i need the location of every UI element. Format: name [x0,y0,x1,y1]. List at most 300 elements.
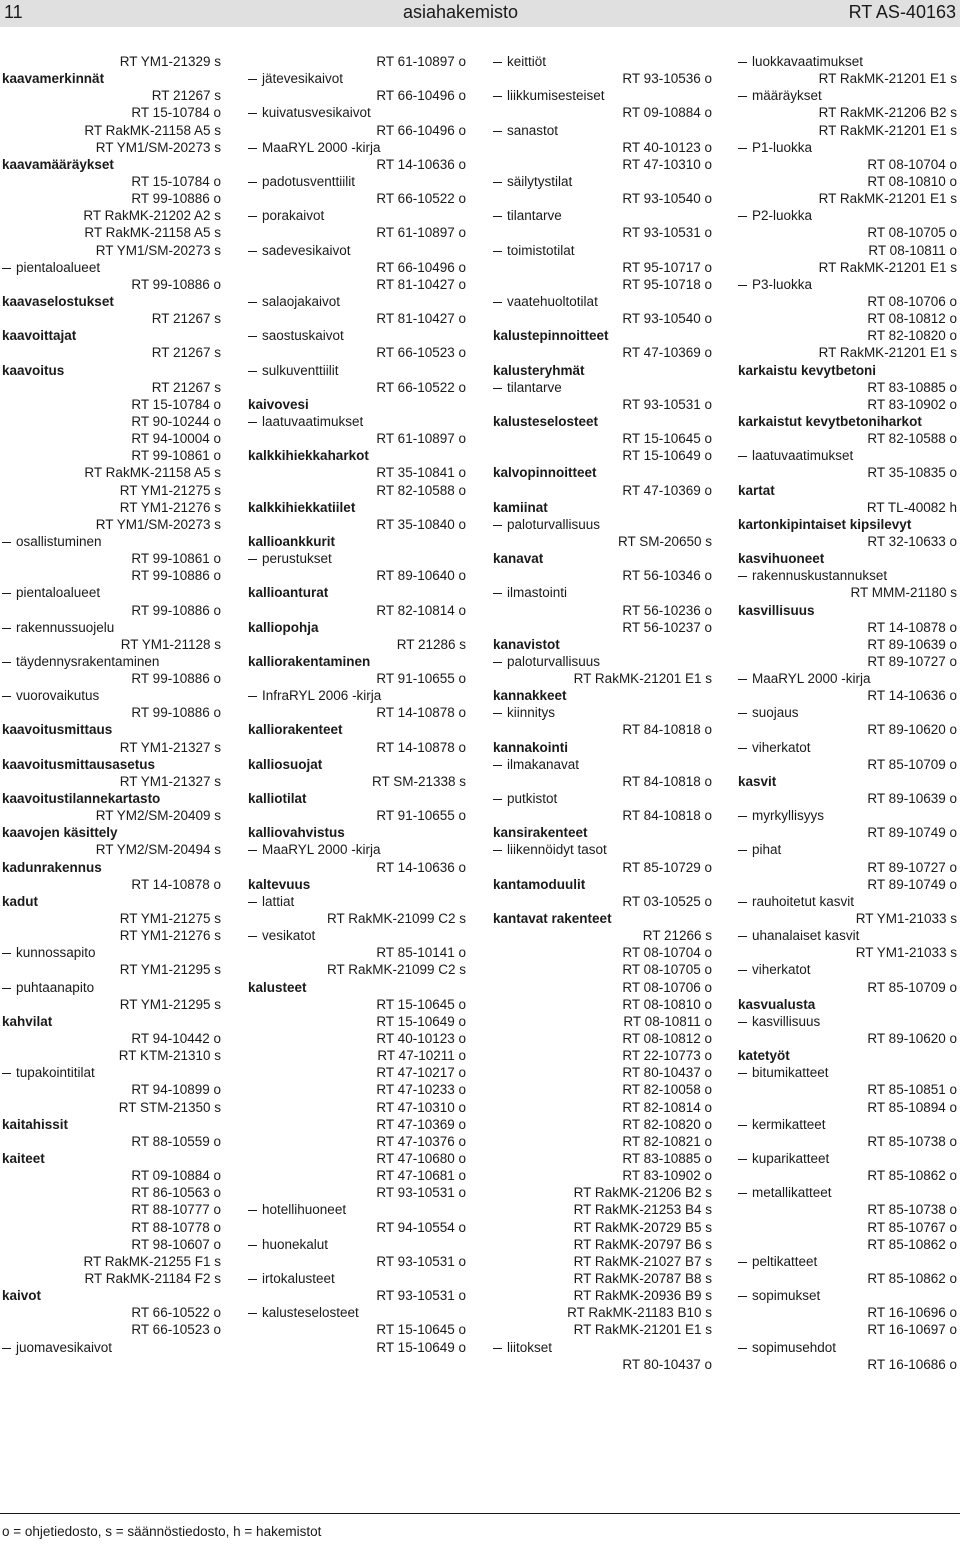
index-reference: RT RakMK-21253 B4 s [573,1202,712,1218]
index-reference: RT 82-10820 o [867,328,957,344]
index-term: kalliopohja [248,619,319,635]
index-term: kaavoitus [2,362,65,378]
index-reference: RT RakMK-20729 B5 s [573,1219,712,1235]
index-subterm: säilytystilat [493,173,712,190]
index-reference: RT SM-20650 s [617,533,712,549]
index-reference: RT 85-10141 o [376,945,466,961]
index-reference: RT MMM-21180 s [850,585,957,601]
index-reference: RT 66-10496 o [376,122,466,138]
index-term: kallioankkurit [248,533,336,549]
index-reference: RT RakMK-21201 E1 s [573,1322,712,1338]
index-reference: RT 93-10540 o [622,191,712,207]
index-reference: RT 85-10862 o [867,1236,957,1252]
index-reference: RT 82-10821 o [622,1133,712,1149]
index-subterm: pientaloalueet [2,584,221,601]
index-reference: RT TL-40082 h [866,499,957,515]
index-reference: RT RakMK-21183 B10 s [567,1305,712,1321]
index-subterm: irtokalusteet [248,1270,466,1287]
index-subterm: viherkatot [738,739,957,756]
index-reference: RT 82-10814 o [622,1099,712,1115]
index-subterm: kalusteselosteet [248,1304,466,1321]
index-column-2 [248,53,466,1356]
index-reference: RT YM1-21033 s [855,911,957,927]
index-reference: RT 22-10773 o [622,1048,712,1064]
index-term: kalliorakentaminen [248,653,371,669]
index-reference: RT 15-10645 o [376,1322,466,1338]
index-reference: RT YM2/SM-20494 s [95,842,221,858]
index-term: kaivovesi [248,396,309,412]
index-reference: RT 21267 s [151,345,221,361]
index-reference: RT 14-10636 o [867,688,957,704]
index-reference: RT 82-10814 o [376,602,466,618]
index-reference: RT 14-10878 o [376,739,466,755]
index-subterm: keittiöt [493,53,712,70]
index-subterm: rauhoitetut kasvit [738,893,957,910]
index-reference: RT 91-10655 o [376,671,466,687]
page-number: 11 [4,2,23,22]
index-term: kanavistot [493,636,560,652]
index-subterm: vaatehuoltotilat [493,293,712,310]
index-subterm: laatuvaatimukset [738,447,957,464]
index-term: kaavoitustilannekartasto [2,791,161,807]
index-subterm: osallistuminen [2,533,221,550]
index-reference: RT 85-10862 o [867,1270,957,1286]
index-reference: RT 88-10778 o [131,1219,221,1235]
index-reference: RT 47-10680 o [376,1151,466,1166]
index-reference: RT 56-10236 o [622,602,712,618]
index-subterm: kuparikatteet [738,1150,957,1167]
index-reference: RT YM1-21276 s [119,499,221,515]
index-subterm: uhanalaiset kasvit [738,927,957,944]
index-reference: RT 85-10767 o [867,1219,957,1235]
index-reference: RT RakMK-21206 B2 s [818,105,957,121]
index-reference: RT 94-10554 o [376,1219,466,1235]
index-term: kanavat [493,551,544,567]
index-reference: RT 89-10640 o [376,568,466,584]
index-reference: RT RakMK-21201 E1 s [573,671,712,687]
index-reference: RT YM1-21033 s [855,945,957,961]
index-subterm: kasvillisuus [738,1013,957,1030]
index-reference: RT 15-10649 o [622,448,712,464]
index-term: kadunrakennus [2,859,102,875]
index-reference: RT 82-10820 o [622,1116,712,1132]
index-subterm: liitokset [493,1339,712,1356]
index-reference: RT 32-10633 o [867,533,957,549]
index-term: kalusteselosteet [493,413,599,429]
index-subterm: paloturvallisuus [493,653,712,670]
index-reference: RT 99-10886 o [131,191,221,207]
index-reference: RT RakMK-21158 A5 s [84,465,221,481]
index-reference: RT 16-10696 o [867,1305,957,1321]
index-subterm: rakennussuojelu [2,619,221,636]
index-reference: RT 95-10717 o [622,259,712,275]
index-reference: RT 85-10709 o [867,979,957,995]
index-reference: RT YM1-21329 s [119,54,221,69]
index-reference: RT 85-10738 o [867,1133,957,1149]
index-subterm: sadevesikaivot [248,242,466,259]
index-reference: RT 09-10884 o [131,1168,221,1184]
index-reference: RT RakMK-21184 F2 s [84,1270,221,1286]
index-reference: RT 94-10004 o [131,431,221,447]
index-reference: RT 08-10705 o [867,225,957,241]
index-term: kannakkeet [493,688,567,704]
index-term: kaitahissit [2,1116,69,1132]
index-reference: RT 84-10818 o [622,722,712,738]
index-reference: RT SM-21338 s [371,773,466,789]
index-term: kasvillisuus [738,602,815,618]
index-term: kansirakenteet [493,825,588,841]
index-subterm: liikkumisesteiset [493,87,712,104]
index-reference: RT 08-10810 o [622,996,712,1012]
index-subterm: kermikatteet [738,1116,957,1133]
index-term: kaavamääräykset [2,156,114,172]
index-term: karkaistut kevytbetoniharkot [738,413,922,429]
index-subterm: MaaRYL 2000 -kirja [248,139,466,156]
index-subterm: pihat [738,841,957,858]
index-reference: RT 35-10840 o [376,516,466,532]
index-reference: RT 89-10639 o [867,791,957,807]
index-subterm: putkistot [493,790,712,807]
index-reference: RT 15-10784 o [131,396,221,412]
index-subterm: InfraRYL 2006 -kirja [248,687,466,704]
index-reference: RT 08-10705 o [622,962,712,978]
index-reference: RT 47-10376 o [376,1133,466,1149]
index-subterm: perustukset [248,550,466,567]
index-reference: RT 66-10496 o [376,88,466,104]
index-reference: RT 66-10522 o [376,379,466,395]
index-reference: RT 15-10645 o [622,431,712,447]
index-reference: RT RakMK-21158 A5 s [84,225,221,241]
section-title: asiahakemisto [403,2,519,22]
index-term: kamiinat [493,499,548,515]
index-subterm: padotusventtiilit [248,173,466,190]
index-subterm: sulkuventtiilit [248,362,466,379]
index-term: kaavoitusmittaus [2,722,113,738]
index-reference: RT RakMK-21099 C2 s [326,911,466,927]
index-subterm: tilantarve [493,379,712,396]
index-reference: RT 61-10897 o [376,54,466,69]
index-subterm: toimistotilat [493,242,712,259]
index-reference: RT 14-10636 o [376,156,466,172]
index-subterm: pientaloalueet [2,259,221,276]
index-subterm: huonekalut [248,1236,466,1253]
index-term: kantavat rakenteet [493,911,612,927]
index-reference: RT 66-10522 o [131,1305,221,1321]
index-reference: RT 21267 s [151,311,221,327]
index-reference: RT 14-10878 o [867,619,957,635]
index-reference: RT RakMK-20797 B6 s [573,1236,712,1252]
index-term: kaavamerkinnät [2,71,105,87]
index-term: kartonkipintaiset kipsilevyt [738,516,912,532]
index-reference: RT 08-10704 o [622,945,712,961]
page-header [0,0,960,27]
index-reference: RT 08-10706 o [867,293,957,309]
index-reference: RT 94-10899 o [131,1082,221,1098]
index-reference: RT 15-10645 o [376,996,466,1012]
index-reference: RT RakMK-21201 E1 s [818,71,957,87]
index-term: kadut [2,893,39,909]
index-subterm: kunnossapito [2,944,221,961]
index-reference: RT YM1/SM-20273 s [95,242,221,258]
index-subterm: liikennöidyt tasot [493,841,712,858]
index-reference: RT 08-10810 o [867,173,957,189]
index-reference: RT 80-10437 o [622,1065,712,1081]
index-subterm: tupakointitilat [2,1064,221,1081]
index-reference: RT 08-10811 o [623,1013,712,1029]
index-term: kaavoitusmittausasetus [2,756,156,772]
index-subterm: sanastot [493,122,712,139]
index-reference: RT YM1-21276 s [119,928,221,944]
index-reference: RT 47-10369 o [622,482,712,498]
index-reference: RT 03-10525 o [622,893,712,909]
index-reference: RT 99-10861 o [131,448,221,464]
index-reference: RT 08-10706 o [622,979,712,995]
index-reference: RT YM1-21275 s [119,911,221,927]
index-reference: RT 95-10718 o [622,276,712,292]
index-reference: RT 93-10531 o [622,396,712,412]
index-reference: RT 80-10437 o [622,1356,712,1372]
index-reference: RT 83-10902 o [622,1168,712,1184]
index-reference: RT 21286 s [396,636,466,652]
index-term: kalliorakenteet [248,722,343,738]
index-subterm: tilantarve [493,207,712,224]
index-reference: RT RakMK-21201 E1 s [818,345,957,361]
index-subterm: määräykset [738,87,957,104]
index-subterm: viherkatot [738,961,957,978]
index-reference: RT 21267 s [151,88,221,104]
index-subterm: täydennysrakentaminen [2,653,221,670]
index-reference: RT 91-10655 o [376,808,466,824]
index-reference: RT 83-10885 o [867,379,957,395]
index-column-3 [493,53,712,1373]
index-reference: RT 08-10811 o [868,242,957,258]
index-reference: RT 86-10563 o [131,1185,221,1201]
index-reference: RT 84-10818 o [622,808,712,824]
index-reference: RT YM1-21295 s [119,962,221,978]
index-term: karkaistu kevytbetoni [738,362,877,378]
index-reference: RT 47-10369 o [376,1116,466,1132]
index-reference: RT 94-10442 o [131,1031,221,1047]
index-subterm: laatuvaatimukset [248,413,466,430]
index-reference: RT 99-10886 o [131,568,221,584]
index-reference: RT 82-10588 o [376,482,466,498]
index-reference: RT 14-10878 o [131,876,221,892]
index-subterm: saostuskaivot [248,327,466,344]
index-reference: RT 66-10496 o [376,259,466,275]
index-reference: RT YM1-21327 s [119,773,221,789]
index-reference: RT 47-10211 o [377,1048,466,1064]
index-subterm: P3-luokka [738,276,957,293]
index-reference: RT 15-10784 o [131,173,221,189]
index-subterm: jätevesikaivot [248,70,466,87]
index-reference: RT 47-10217 o [376,1065,466,1081]
index-subterm: luokkavaatimukset [738,53,957,70]
index-reference: RT RakMK-21255 F1 s [83,1253,221,1269]
index-reference: RT 15-10649 o [376,1013,466,1029]
index-subterm: kiinnitys [493,704,712,721]
index-term: kaivot [2,1288,42,1304]
index-reference: RT RakMK-21202 A2 s [83,208,221,224]
index-reference: RT 35-10835 o [867,465,957,481]
index-term: kantamoduulit [493,876,586,892]
index-term: kalliosuojat [248,756,323,772]
index-term: kasvualusta [738,996,816,1012]
index-reference: RT 14-10636 o [376,859,466,875]
index-reference: RT RakMK-21201 E1 s [818,191,957,207]
index-reference: RT 89-10749 o [867,825,957,841]
index-term: katetyöt [738,1048,790,1064]
index-reference: RT 99-10861 o [131,551,221,567]
index-reference: RT YM2/SM-20409 s [95,808,221,824]
index-subterm: hotellihuoneet [248,1201,466,1218]
index-subterm: MaaRYL 2000 -kirja [248,841,466,858]
index-term: kasvit [738,773,777,789]
index-subterm: ilmakanavat [493,756,712,773]
index-reference: RT STM-21350 s [118,1099,221,1115]
index-subterm: lattiat [248,893,466,910]
index-reference: RT 99-10886 o [131,602,221,618]
index-reference: RT KTM-21310 s [118,1048,221,1064]
index-subterm: bitumikatteet [738,1064,957,1081]
index-term: kalusteet [248,979,307,995]
index-subterm: sopimukset [738,1287,957,1304]
index-reference: RT 93-10531 o [622,225,712,241]
document-id: RT AS-40163 [848,2,956,22]
index-subterm: vesikatot [248,927,466,944]
index-column-4 [738,53,957,1373]
index-reference: RT 89-10620 o [867,722,957,738]
index-term: kaavaselostukset [2,293,114,309]
index-reference: RT RakMK-21099 C2 s [326,962,466,978]
index-subterm: puhtaanapito [2,979,221,996]
index-reference: RT 21267 s [151,379,221,395]
index-reference: RT 82-10588 o [867,431,957,447]
footer-legend: o = ohjetiedosto, s = säännöstiedosto, h = hakemistot [2,1524,322,1539]
index-reference: RT 66-10523 o [131,1322,221,1338]
index-term: kalliovahvistus [248,825,345,841]
index-reference: RT 47-10369 o [622,345,712,361]
index-term: kalustepinnoitteet [493,328,609,344]
index-term: kaltevuus [248,876,311,892]
index-reference: RT 16-10697 o [867,1322,957,1338]
index-reference: RT 93-10531 o [376,1185,466,1201]
index-term: kalkkihiekkaharkot [248,448,369,464]
index-reference: RT 88-10559 o [131,1133,221,1149]
index-reference: RT 85-10709 o [867,756,957,772]
index-reference: RT 85-10729 o [622,859,712,875]
index-reference: RT RakMK-21158 A5 s [84,122,221,138]
index-reference: RT 89-10749 o [867,876,957,892]
index-reference: RT 85-10851 o [867,1082,957,1098]
index-reference: RT 99-10886 o [131,276,221,292]
index-reference: RT RakMK-20936 B9 s [573,1288,712,1304]
index-reference: RT 90-10244 o [131,413,221,429]
index-reference: RT 85-10894 o [867,1099,957,1115]
index-subterm: P1-luokka [738,139,957,156]
index-column-1 [2,53,221,1356]
index-term: kannakointi [493,739,569,755]
index-reference: RT 89-10639 o [867,636,957,652]
index-reference: RT 56-10237 o [622,619,712,635]
index-reference: RT 93-10540 o [622,311,712,327]
index-term: kallioanturat [248,585,329,601]
index-reference: RT 66-10523 o [376,345,466,361]
index-reference: RT 84-10818 o [622,773,712,789]
index-reference: RT 99-10886 o [131,705,221,721]
index-reference: RT YM1-21295 s [119,996,221,1012]
index-reference: RT 40-10123 o [622,139,712,155]
index-reference: RT 16-10686 o [867,1356,957,1372]
index-subterm: sopimusehdot [738,1339,957,1356]
index-reference: RT 81-10427 o [376,276,466,292]
index-reference: RT 15-10784 o [131,105,221,121]
index-reference: RT 89-10727 o [867,653,957,669]
index-reference: RT RakMK-20787 B8 s [573,1270,712,1286]
index-term: kasvihuoneet [738,551,825,567]
index-reference: RT 85-10738 o [867,1202,957,1218]
index-subterm: juomavesikaivot [2,1339,221,1356]
index-term: kartat [738,482,775,498]
index-reference: RT 56-10346 o [622,568,712,584]
index-subterm: myrkyllisyys [738,807,957,824]
index-subterm: suojaus [738,704,957,721]
index-reference: RT 89-10620 o [867,1031,957,1047]
index-subterm: salaojakaivot [248,293,466,310]
index-term: kaiteet [2,1151,45,1166]
index-term: kaavoittajat [2,328,77,344]
index-reference: RT YM1-21275 s [119,482,221,498]
index-reference: RT YM1/SM-20273 s [95,516,221,532]
index-reference: RT 14-10878 o [376,705,466,721]
index-reference: RT 21266 s [642,928,712,944]
index-reference: RT 83-10885 o [622,1151,712,1166]
footer-divider [0,1513,960,1514]
index-reference: RT RakMK-21201 E1 s [818,259,957,275]
index-reference: RT 47-10233 o [376,1082,466,1098]
index-reference: RT 61-10897 o [376,225,466,241]
index-subterm: vuorovaikutus [2,687,221,704]
index-reference: RT 09-10884 o [622,105,712,121]
index-reference: RT 35-10841 o [376,465,466,481]
index-term: kahvilat [2,1013,53,1029]
index-reference: RT RakMK-21206 B2 s [573,1185,712,1201]
index-subterm: ilmastointi [493,584,712,601]
index-reference: RT 47-10681 o [376,1168,466,1184]
index-reference: RT 99-10886 o [131,671,221,687]
index-reference: RT YM1/SM-20273 s [95,139,221,155]
index-reference: RT YM1-21327 s [119,739,221,755]
index-reference: RT YM1-21128 s [120,636,221,652]
index-reference: RT 47-10310 o [376,1099,466,1115]
index-reference: RT 93-10531 o [376,1288,466,1304]
index-reference: RT RakMK-21201 E1 s [818,122,957,138]
index-reference: RT 83-10902 o [867,396,957,412]
index-reference: RT 93-10531 o [376,1253,466,1269]
index-reference: RT 08-10704 o [867,156,957,172]
index-reference: RT 89-10727 o [867,859,957,875]
index-subterm: MaaRYL 2000 -kirja [738,670,957,687]
index-subterm: porakaivot [248,207,466,224]
index-term: kalusteryhmät [493,362,585,378]
index-reference: RT 81-10427 o [376,311,466,327]
index-subterm: rakennuskustannukset [738,567,957,584]
index-reference: RT 85-10862 o [867,1168,957,1184]
index-term: kalvopinnoitteet [493,465,597,481]
index-subterm: paloturvallisuus [493,516,712,533]
index-reference: RT 98-10607 o [131,1236,221,1252]
index-subterm: kuivatusvesikaivot [248,104,466,121]
index-term: kalliotilat [248,791,307,807]
